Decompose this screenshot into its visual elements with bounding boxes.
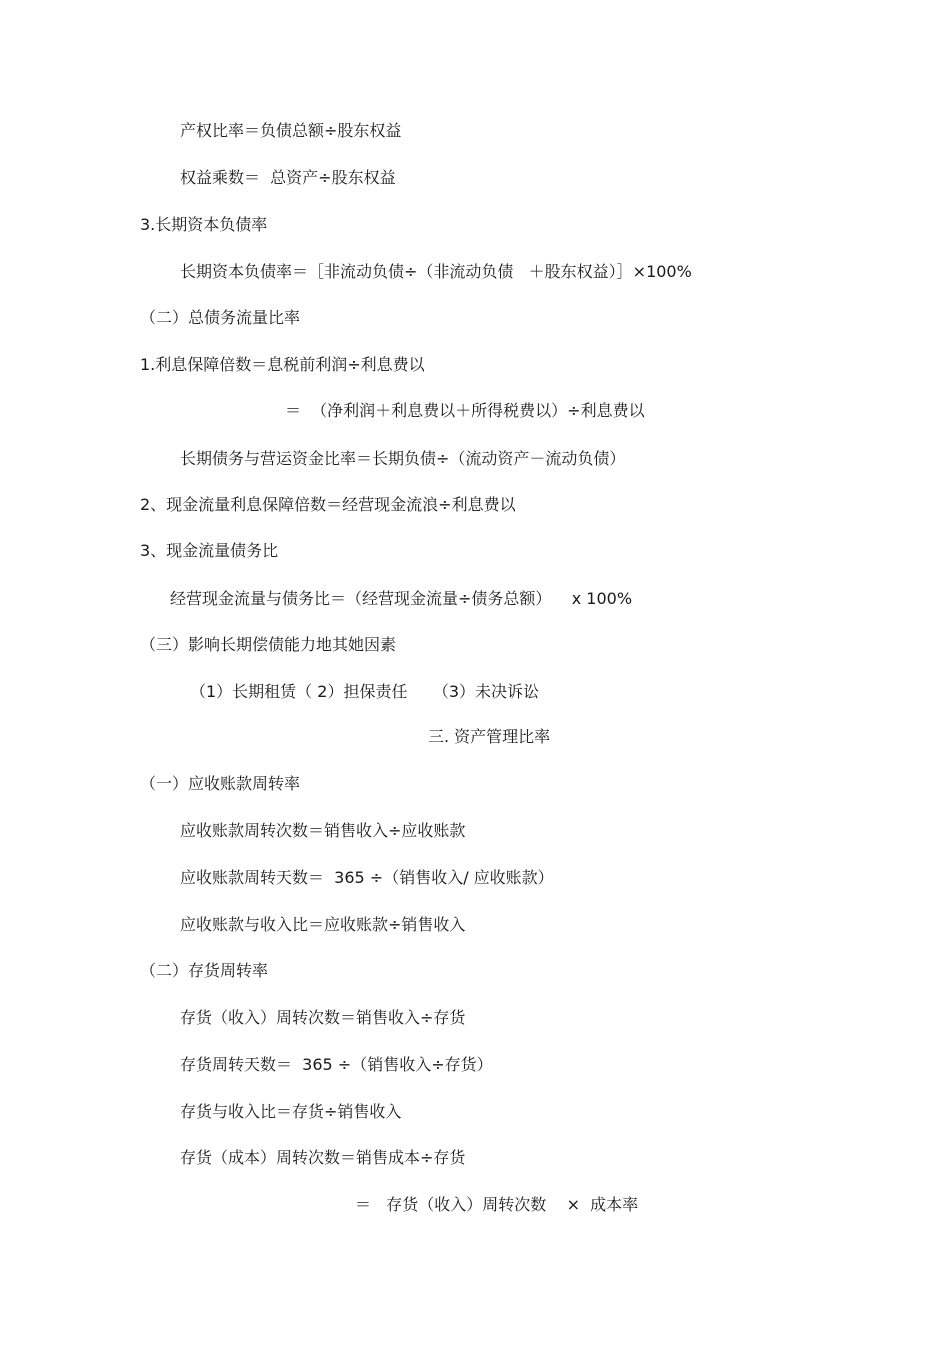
text-line: 权益乘数＝ 总资产÷股东权益 [180,168,396,187]
text-line: 存货周转天数＝ 365 ÷（销售收入÷存货） [180,1055,493,1074]
section-heading: 三. 资产管理比率 [428,727,551,746]
text-line: ＝ 存货（收入）周转次数 × 成本率 [355,1195,639,1214]
section-heading: 3.长期资本负债率 [140,215,268,234]
text-line: 长期资本负债率＝［非流动负债÷（非流动负债 ＋股东权益）］×100% [180,262,692,281]
section-heading: （一）应收账款周转率 [140,774,301,793]
section-heading: （二）总债务流量比率 [140,308,301,327]
text-line: 1.利息保障倍数＝息税前利润÷利息费以 [140,355,425,374]
text-line: 应收账款周转次数＝销售收入÷应收账款 [180,821,466,840]
text-line: 2、现金流量利息保障倍数＝经营现金流浪÷利息费以 [140,495,516,514]
section-heading: 3、现金流量债务比 [140,541,279,560]
text-line: （1）长期租赁（ 2）担保责任 （3）未决诉讼 [190,682,540,701]
text-line: 应收账款周转天数＝ 365 ÷（销售收入/ 应收账款） [180,868,554,887]
text-line: 产权比率＝负债总额÷股东权益 [180,121,402,140]
text-line: 存货与收入比＝存货÷销售收入 [180,1102,402,1121]
text-line: 应收账款与收入比＝应收账款÷销售收入 [180,915,466,934]
section-heading: （三）影响长期偿债能力地其她因素 [140,635,397,654]
text-line: ＝ （净利润＋利息费以＋所得税费以）÷利息费以 [285,401,645,420]
text-line: 长期债务与营运资金比率＝长期负债÷（流动资产－流动负债） [180,449,626,468]
text-line: 经营现金流量与债务比＝（经营现金流量÷债务总额） x 100% [170,589,633,608]
text-line: 存货（收入）周转次数＝销售收入÷存货 [180,1008,466,1027]
section-heading: （二）存货周转率 [140,961,269,980]
text-line: 存货（成本）周转次数＝销售成本÷存货 [180,1148,466,1167]
